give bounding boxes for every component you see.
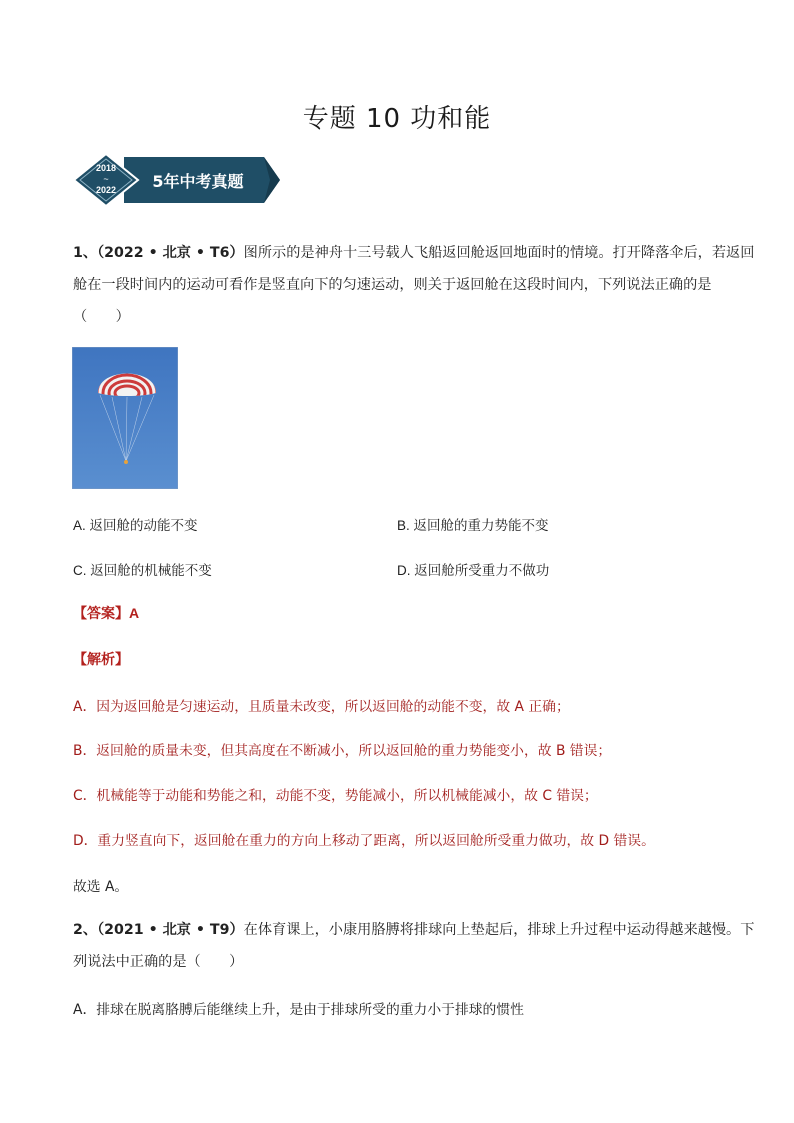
capsule-parachute-photo (72, 347, 178, 489)
q1-number: 1、 (73, 245, 98, 261)
option-a-text: 返回舱的动能不变 (89, 518, 198, 534)
q1-text-1: 图所示的是神舟十三号载人飞船返回舱返回地面时的情境。打开降落伞后，若返回 (243, 245, 755, 261)
option-d-text: 返回舱所受重力不做功 (414, 563, 550, 579)
banner-label: 5年中考真题 (152, 172, 244, 191)
years-top: 2018 (95, 163, 117, 173)
capsule (124, 460, 128, 464)
page-title: 专题 10 功和能 (302, 104, 492, 134)
analysis-line-a: A．因为返回舱是匀速运动，且质量未改变，所以返回舱的动能不变，故 A 正确； (73, 699, 570, 715)
q2-option-a[interactable]: A．排球在脱离胳膊后能继续上升，是由于排球所受的重力小于排球的惯性 (73, 1002, 524, 1018)
years-dash: ~ (103, 174, 109, 184)
q1-line3: （ ） (73, 309, 130, 325)
analysis-line-b: B．返回舱的质量未变，但其高度在不断减小，所以返回舱的重力势能变小，故 B 错误； (73, 743, 612, 759)
q1-source: （2022 • 北京 • T6） (97, 245, 244, 261)
years-bottom: 2022 (95, 185, 117, 195)
option-c-letter: C. (73, 563, 87, 578)
analysis-line-c: C．机械能等于动能和势能之和，动能不变，势能减小，所以机械能减小，故 C 错误； (73, 788, 598, 804)
option-a-letter: A. (73, 518, 86, 533)
answer-value: A (129, 605, 140, 621)
q2-line1 (73, 919, 754, 939)
option-d-letter: D. (397, 563, 411, 578)
q1-option-c[interactable] (73, 559, 212, 579)
answer-label: 【答案】 (73, 606, 129, 622)
q1-option-a[interactable] (73, 514, 198, 534)
q2-source: （2021 • 北京 • T9） (97, 922, 244, 938)
q1-line1 (73, 242, 754, 262)
q2-text-1: 在体育课上，小康用胳膊将排球向上垫起后，排球上升过程中运动得越来越慢。下 (243, 922, 755, 938)
option-b-letter: B. (397, 518, 410, 533)
q1-line2: 舱在一段时间内的运动可看作是竖直向下的匀速运动，则关于返回舱在这段时间内，下列说法正确的是 (73, 277, 712, 293)
q1-option-b[interactable] (397, 514, 549, 534)
q2-number: 2、 (73, 922, 98, 938)
section-banner (72, 152, 282, 208)
option-b-text: 返回舱的重力势能不变 (413, 518, 549, 534)
analysis-line-d: D．重力竖直向下，返回舱在重力的方向上移动了距离，所以返回舱所受重力做功，故 D 错误。 (73, 833, 655, 849)
q1-answer (73, 603, 139, 623)
q2-line2: 列说法中正确的是（ ） (73, 954, 244, 970)
analysis-label: 【解析】 (73, 652, 129, 668)
option-c-text: 返回舱的机械能不变 (90, 563, 212, 579)
q1-conclusion: 故选 A。 (73, 879, 129, 895)
q1-option-d[interactable] (397, 559, 549, 579)
